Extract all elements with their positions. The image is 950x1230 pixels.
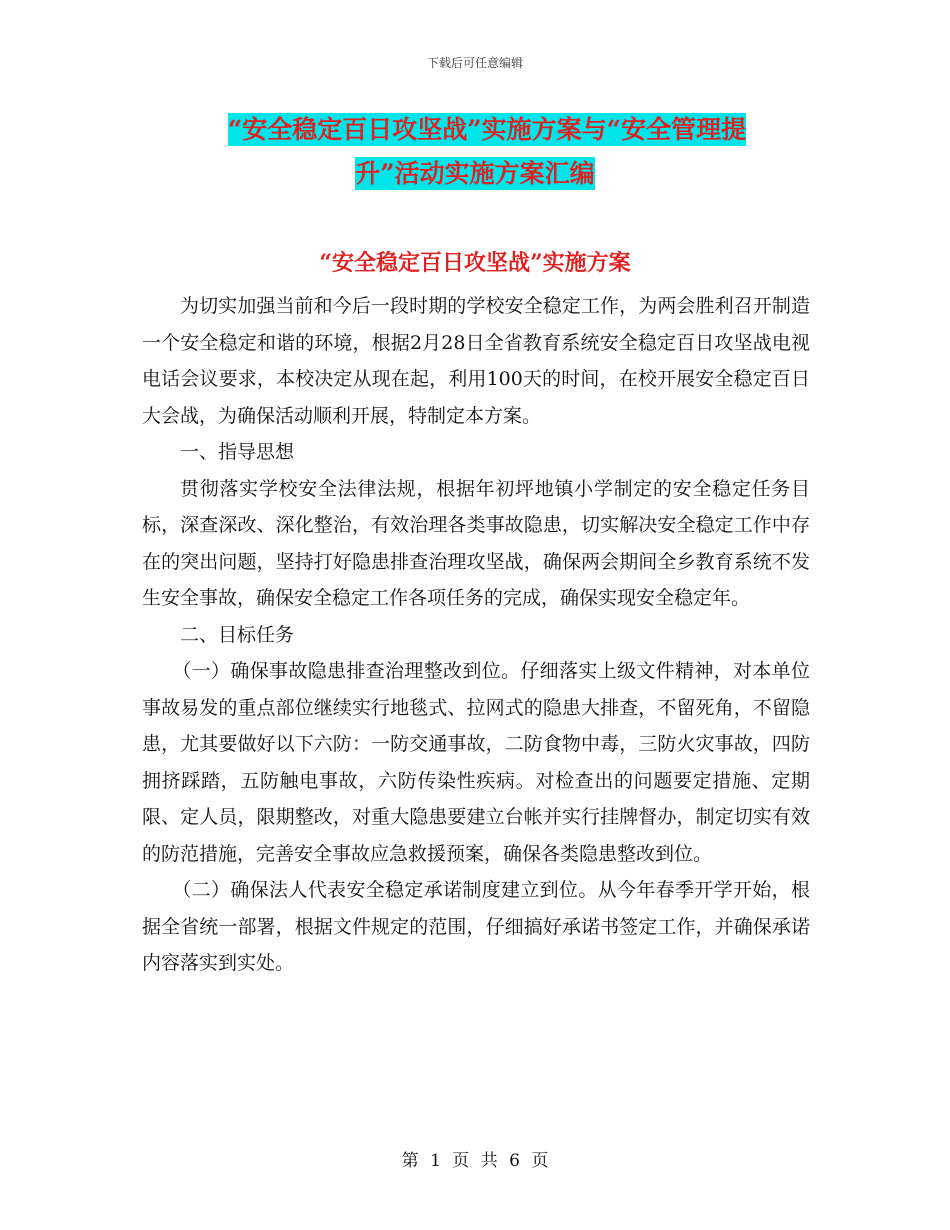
header-note: 下载后可任意编辑 <box>426 56 523 70</box>
heading-target-tasks: 二、目标任务 <box>180 623 295 646</box>
heading-guiding-ideology: 一、指导思想 <box>180 441 295 463</box>
paragraph-task-1: （一）确保事故隐患排查治理整改到位。仔细落实上级文件精神，对本单位事故易发的重点部位继续实行地毯式、拉网式的隐患大排查，不留死角，不留隐患，尤其要做好以下六防：一防交通事故，二防食物中毒，三防火灾事故，四防拥挤踩踏，五防触电事故，六防传染性疾病。对检查出的问题要定措施、定期限、定人员，限期整改，对重大隐患要建立台帐并实行挂牌督办，制定切实有效的防范措施，完善安全事故应急救援预案，确保各类隐患整改到位。 <box>142 660 810 865</box>
section-title: “安全稳定百日攻坚战”实施方案 <box>319 250 631 276</box>
title-highlight-2: 升”活动实施方案汇编 <box>355 159 595 188</box>
body-text <box>142 288 810 982</box>
paragraph-intro: 为切实加强当前和今后一段时期的学校安全稳定工作，为两会胜利召开制造一个安全稳定和谐的环境，根据2月28日全省教育系统安全稳定百日攻坚战电视电话会议要求，本校决定从现在起，利用100天的时间，在校开展安全稳定百日大会战，为确保活动顺利开展，特制定本方案。 <box>142 295 810 427</box>
paragraph-task-2: （二）确保法人代表安全稳定承诺制度建立到位。从今年春季开学开始，根据全省统一部署，根据文件规定的范围，仔细搞好承诺书签定工作，并确保承诺内容落实到实处。 <box>142 879 810 974</box>
document-title-line-2 <box>0 157 950 191</box>
document-title-line-1 <box>12 113 950 147</box>
paragraph-guiding-ideology: 贯彻落实学校安全法律法规，根据年初坪地镇小学制定的安全稳定任务目标，深查深改、深化整治，有效治理各类事故隐患，切实解决安全稳定工作中存在的突出问题，坚持打好隐患排查治理攻坚战，确保两会期间全乡教育系统不发生安全事故，确保安全稳定工作各项任务的完成，确保实现安全稳定年。 <box>142 477 810 609</box>
title-highlight-1: “安全稳定百日攻坚战”实施方案与“安全管理提 <box>227 115 747 144</box>
page-footer: 第 1 页 共 6 页 <box>401 1151 549 1171</box>
